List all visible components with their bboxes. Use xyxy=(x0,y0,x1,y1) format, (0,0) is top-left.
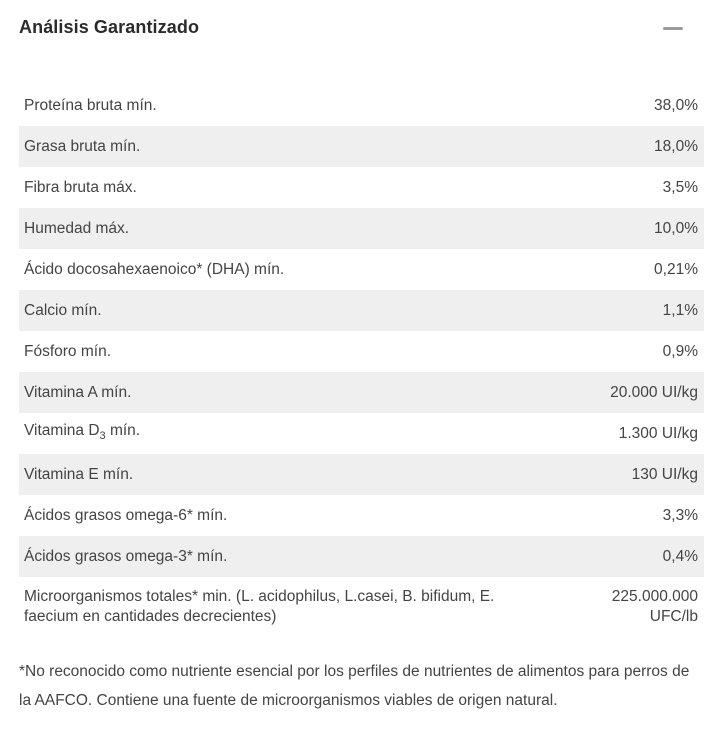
row-label: Proteína bruta mín. xyxy=(24,96,157,114)
row-value: 0,9% xyxy=(662,342,698,360)
table-row xyxy=(19,126,704,167)
row-label: Fibra bruta máx. xyxy=(24,178,137,196)
row-value: 1.300 UI/kg xyxy=(618,424,698,442)
row-value: 20.000 UI/kg xyxy=(610,383,698,401)
table-row xyxy=(19,577,704,639)
row-value: 3,3% xyxy=(662,506,698,524)
table-row xyxy=(19,85,704,126)
row-value: 10,0% xyxy=(654,219,698,237)
row-value: 130 UI/kg xyxy=(631,465,698,483)
row-value: 1,1% xyxy=(662,301,698,319)
row-label: Calcio mín. xyxy=(24,301,102,319)
table-row xyxy=(19,290,704,331)
row-label-suffix: mín. xyxy=(105,421,141,439)
minus-icon xyxy=(663,27,683,30)
table-row xyxy=(19,331,704,372)
table-row xyxy=(19,454,704,495)
row-value-line: 225.000.000 xyxy=(611,588,698,605)
row-value: 38,0% xyxy=(654,96,698,114)
row-label: Vitamina A mín. xyxy=(24,383,132,401)
section-header[interactable] xyxy=(0,0,709,60)
row-label: Grasa bruta mín. xyxy=(24,137,141,155)
row-label-subscript: 3 xyxy=(99,430,106,443)
row-value: 0,4% xyxy=(662,547,698,565)
table-row xyxy=(19,495,704,536)
table-row xyxy=(19,167,704,208)
row-label: Ácidos grasos omega-3* mín. xyxy=(24,547,228,565)
analysis-table xyxy=(19,85,704,639)
row-label: Ácido docosahexaenoico* (DHA) mín. xyxy=(24,260,285,278)
row-value: 18,0% xyxy=(654,137,698,155)
table-row xyxy=(19,536,704,577)
table-row xyxy=(19,372,704,413)
table-row xyxy=(19,208,704,249)
row-value: 0,21% xyxy=(654,260,698,278)
row-label xyxy=(24,421,619,446)
section-title: Análisis Garantizado xyxy=(19,17,200,37)
row-label: Vitamina E mín. xyxy=(24,465,134,483)
row-label: Microorganismos totales* min. (L. acidophilus, L.casei, B. bifidum, E. faecium en cantidades decrecientes) xyxy=(24,588,495,625)
table-row xyxy=(19,249,704,290)
row-label: Ácidos grasos omega-6* mín. xyxy=(24,506,228,524)
collapse-button[interactable] xyxy=(655,14,689,44)
row-label: Humedad máx. xyxy=(24,219,130,237)
row-value: 3,5% xyxy=(662,178,698,196)
row-label-text: Vitamina D xyxy=(24,421,100,439)
row-label: Fósforo mín. xyxy=(24,342,111,360)
footnote: *No reconocido como nutriente esencial por los perfiles de nutrientes de alimentos para perros de la AAFCO. Contiene una fuente de microorganismos viables de origen natural. xyxy=(19,663,690,709)
table-row xyxy=(19,413,704,454)
row-value xyxy=(612,587,698,627)
row-value-line: UFC/lb xyxy=(649,608,698,625)
